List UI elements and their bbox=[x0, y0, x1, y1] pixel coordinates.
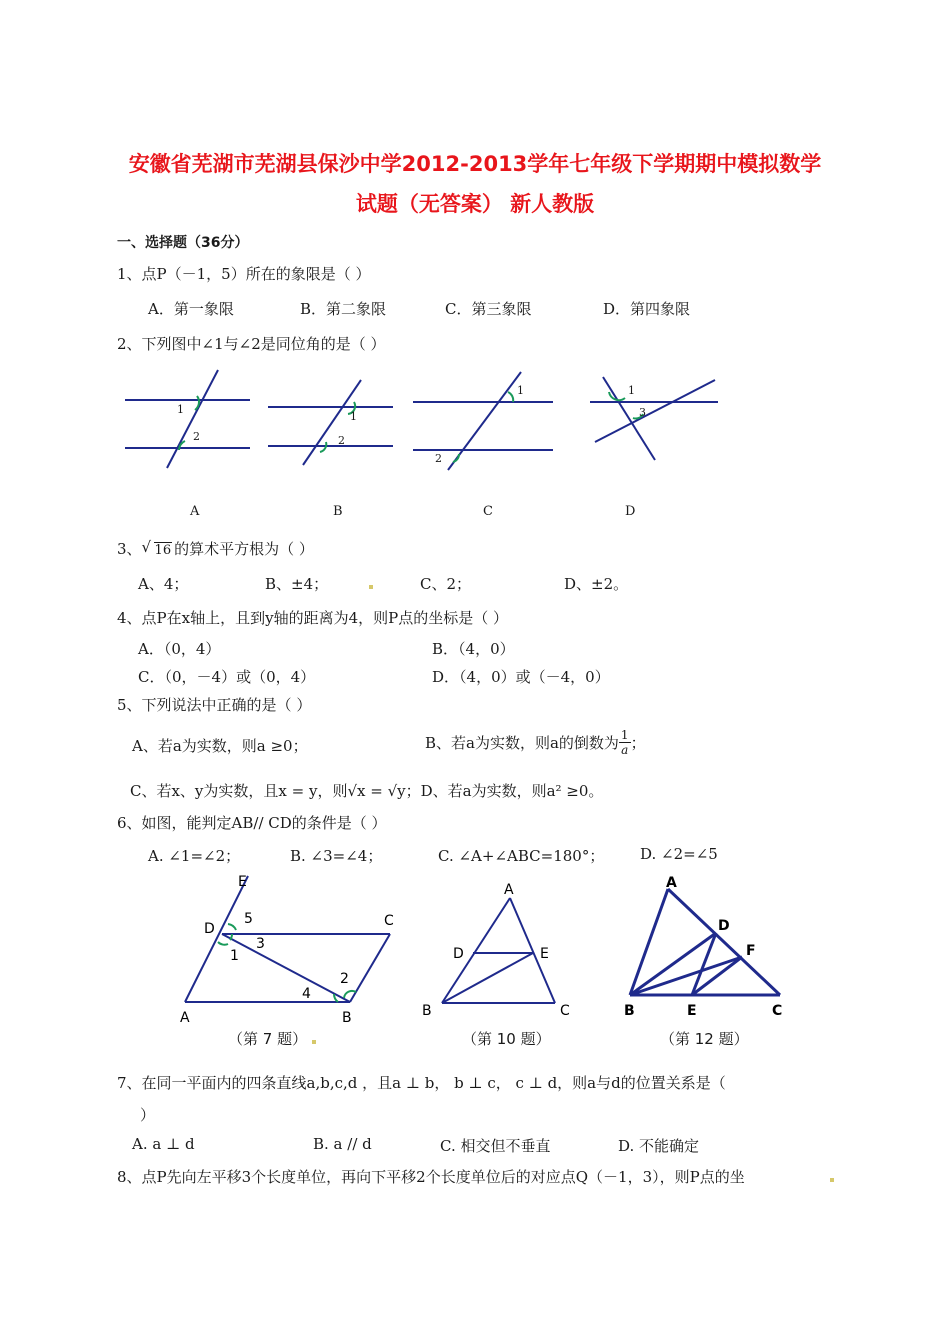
q7-option-b: B. a // d bbox=[313, 1135, 372, 1153]
angle-label: 2 bbox=[193, 430, 200, 443]
section-heading: 一、选择题（36分） bbox=[117, 235, 249, 251]
svg-text:5: 5 bbox=[244, 911, 253, 927]
svg-text:1: 1 bbox=[517, 384, 524, 397]
q4-option-d: D．（4，0）或（－4，0） bbox=[432, 668, 610, 686]
svg-text:A: A bbox=[504, 882, 514, 898]
svg-text:2: 2 bbox=[435, 452, 442, 465]
svg-text:E: E bbox=[540, 946, 549, 962]
svg-text:1: 1 bbox=[230, 948, 239, 964]
svg-text:D: D bbox=[204, 921, 215, 937]
figure-7-caption: （第 7 题） bbox=[228, 1030, 308, 1048]
q1-stem: 1、点P（－1，5）所在的象限是（ ） bbox=[117, 265, 371, 283]
q4-stem: 4、点P在x轴上，且到y轴的距离为4，则P点的坐标是（ ） bbox=[117, 609, 508, 627]
sqrt-expression: √ 16 bbox=[141, 538, 172, 558]
q5-stem: 5、下列说法中正确的是（ ） bbox=[117, 696, 312, 714]
q1-option-c: C．第三象限 bbox=[445, 300, 532, 318]
svg-text:C: C bbox=[560, 1003, 570, 1019]
q1-option-b: B．第二象限 bbox=[300, 300, 387, 318]
svg-text:E: E bbox=[687, 1003, 697, 1019]
svg-text:1: 1 bbox=[350, 410, 357, 423]
q2-figure-d bbox=[585, 372, 725, 467]
q7-option-d: D. 不能确定 bbox=[618, 1137, 700, 1155]
q5-option-b: B、若a为实数，则a的倒数为 $\frac{1}{a}$ ； bbox=[425, 728, 646, 757]
q2-figure-b bbox=[268, 380, 398, 470]
q6-option-d: D. ∠2=∠5 bbox=[640, 845, 718, 863]
q5-option-a: A、若a为实数，则a ≥0； bbox=[132, 737, 308, 755]
svg-text:3: 3 bbox=[256, 936, 265, 952]
svg-text:A: A bbox=[180, 1010, 190, 1026]
q8-stem: 8、点P先向左平移3个长度单位，再向下平移2个长度单位后的对应点Q（－1，3），则P点的坐 bbox=[117, 1168, 745, 1186]
svg-text:D: D bbox=[453, 946, 464, 962]
q4-option-c: C．（0，－4）或（0，4） bbox=[138, 668, 316, 686]
q6-option-c: C. ∠A+∠ABC=180°； bbox=[438, 847, 605, 865]
q2-label-a: A bbox=[190, 504, 200, 519]
figure-10 bbox=[420, 878, 580, 1023]
svg-text:2: 2 bbox=[340, 971, 349, 987]
q3-option-c: C、2； bbox=[420, 575, 472, 593]
page-title-line1: 安徽省芜湖市芜湖县保沙中学2012-2013学年七年级下学期期中模拟数学 bbox=[128, 152, 822, 176]
svg-text:E: E bbox=[238, 874, 247, 890]
q5-option-c: C、若x、y为实数，且x = y，则√x = √y； bbox=[130, 782, 421, 800]
q4-option-a: A．（0，4） bbox=[138, 640, 221, 658]
figure-10-caption: （第 10 题） bbox=[462, 1030, 551, 1048]
page-title-line2: 试题（无答案） 新人教版 bbox=[355, 192, 595, 216]
q5-option-d: D、若a为实数，则a² ≥0。 bbox=[420, 782, 604, 800]
figure-7 bbox=[170, 870, 410, 1030]
svg-text:F: F bbox=[746, 943, 756, 959]
q1-option-d: D．第四象限 bbox=[603, 300, 691, 318]
svg-text:D: D bbox=[718, 918, 730, 934]
q3-stem: 3、 √ 16 的算术平方根为（ ） bbox=[117, 538, 314, 558]
svg-text:A: A bbox=[666, 875, 677, 891]
svg-text:3: 3 bbox=[639, 406, 646, 419]
q7-stem: 7、在同一平面内的四条直线a,b,c,d ，且a ⊥ b， b ⊥ c， c ⊥ d，则a与d的位置关系是（ bbox=[117, 1074, 726, 1092]
svg-text:2: 2 bbox=[338, 434, 345, 447]
q3-option-b: B、±4； bbox=[265, 575, 329, 593]
figure-12 bbox=[620, 875, 790, 1025]
q3-option-d: D、±2。 bbox=[564, 575, 629, 593]
svg-text:1: 1 bbox=[628, 384, 635, 397]
svg-text:C: C bbox=[772, 1003, 783, 1019]
angle-label: 1 bbox=[177, 403, 184, 416]
q7-stem-continued: ） bbox=[140, 1106, 156, 1124]
q2-stem: 2、下列图中∠1与∠2是同位角的是（ ） bbox=[117, 335, 386, 353]
q2-label-b: B bbox=[333, 504, 343, 519]
q2-label-c: C bbox=[483, 504, 493, 519]
figure-12-caption: （第 12 题） bbox=[660, 1030, 749, 1048]
svg-text:B: B bbox=[422, 1003, 432, 1019]
q3-option-a: A、4； bbox=[138, 575, 189, 593]
q2-figure-c bbox=[413, 372, 558, 472]
q6-option-b: B. ∠3=∠4； bbox=[290, 847, 383, 865]
q7-option-c: C. 相交但不垂直 bbox=[440, 1137, 551, 1155]
fraction: $\frac{1}{a}$ bbox=[620, 728, 629, 757]
svg-text:B: B bbox=[342, 1010, 352, 1026]
q6-option-a: A. ∠1=∠2； bbox=[148, 847, 241, 865]
q2-figure-a bbox=[125, 370, 255, 470]
q6-stem: 6、如图，能判定AB// CD的条件是（ ） bbox=[117, 814, 387, 832]
svg-text:B: B bbox=[624, 1003, 635, 1019]
svg-text:4: 4 bbox=[302, 986, 311, 1002]
q4-option-b: B．（4，0） bbox=[432, 640, 515, 658]
q2-label-d: D bbox=[625, 504, 636, 519]
svg-text:C: C bbox=[384, 913, 394, 929]
q5-option-c-d bbox=[130, 780, 603, 801]
q7-option-a: A. a ⊥ d bbox=[132, 1135, 195, 1153]
q1-option-a: A．第一象限 bbox=[148, 300, 234, 318]
